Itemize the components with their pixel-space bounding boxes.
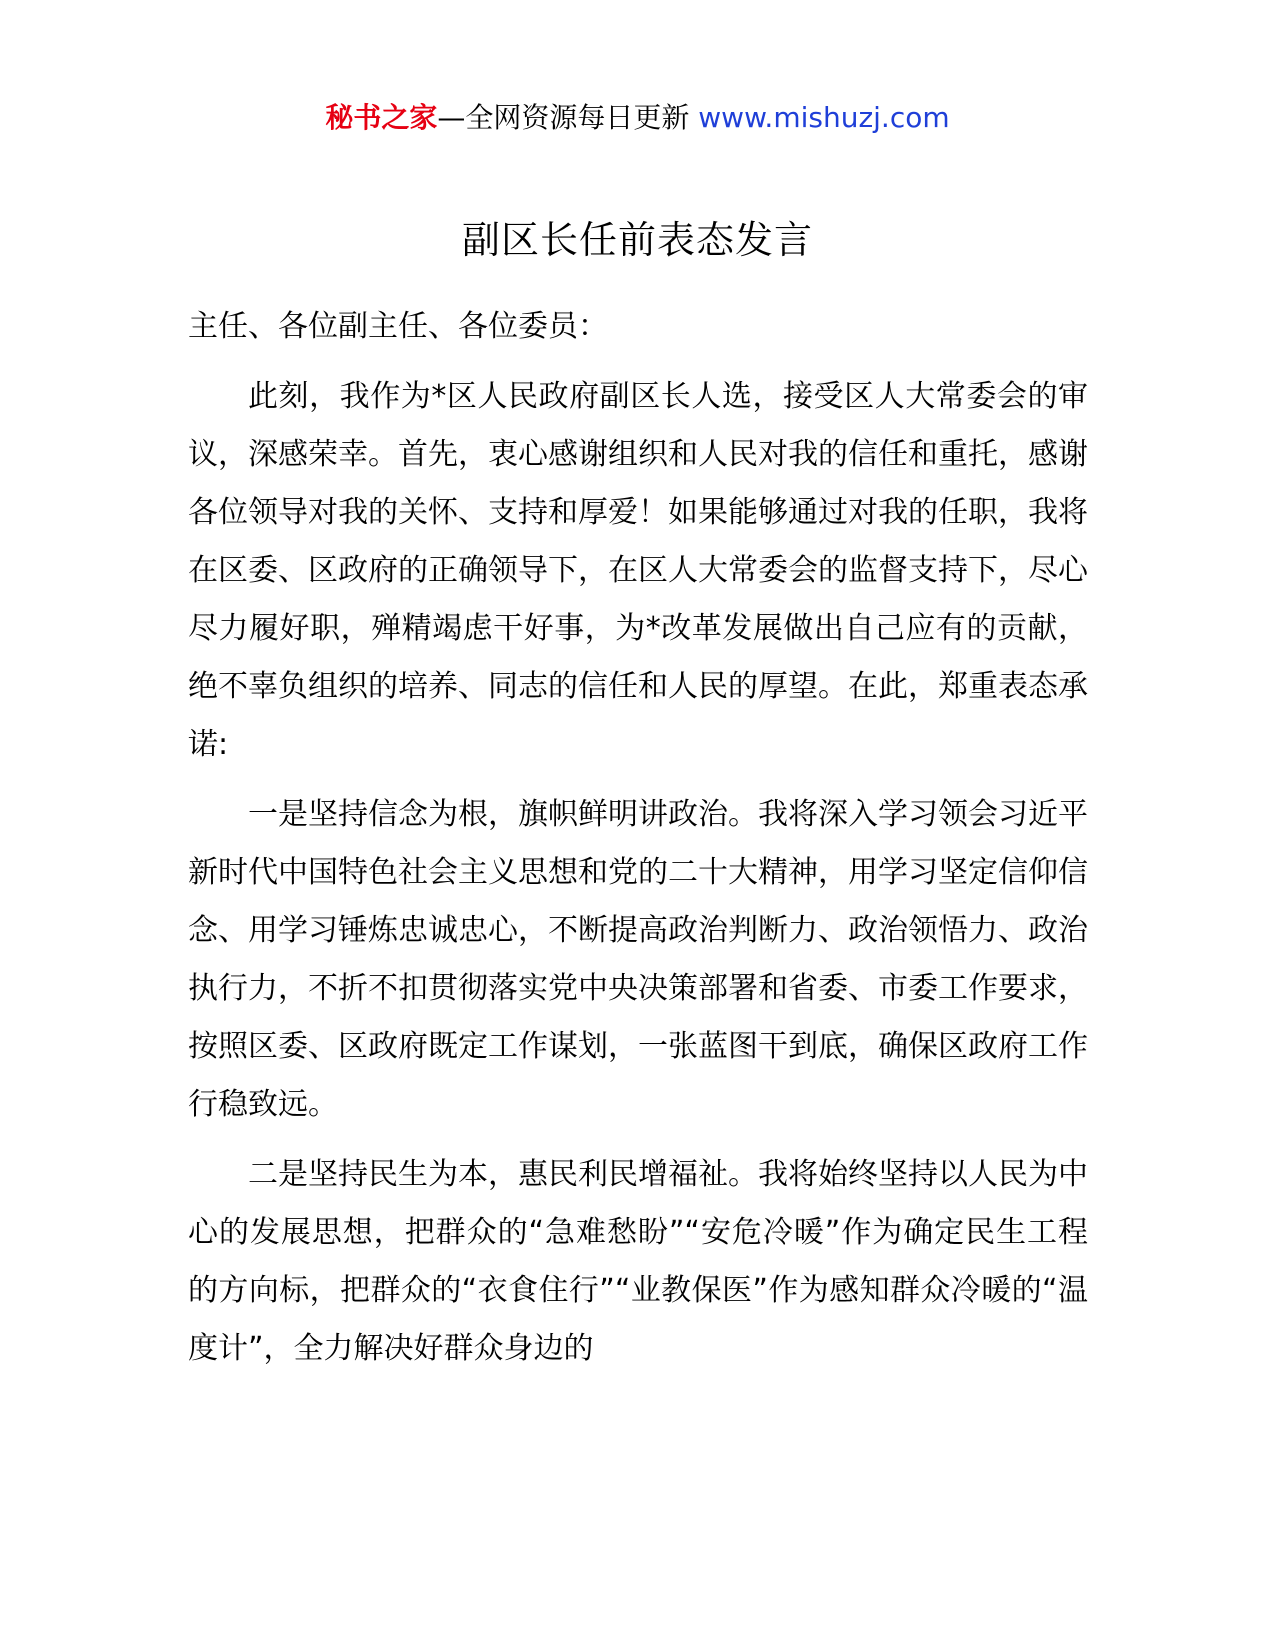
- site-url-link[interactable]: www.mishuzj.com: [698, 101, 950, 134]
- salutation: 主任、各位副主任、各位委员：: [188, 309, 608, 344]
- paragraph-3: 二是坚持民生为本，惠民利民增福祉。我将始终坚持以人民为中心的发展思想，把群众的“急难愁盼”“安危冷暖”作为确定民生工程的方向标，把群众的“衣食住行”“业教保医”作为感知群众冷暖的“温度计”，全力解决好群众身边的: [188, 1157, 1088, 1366]
- paragraph-2: 一是坚持信念为根，旗帜鲜明讲政治。我将深入学习领会习近平新时代中国特色社会主义思想和党的二十大精神，用学习坚定信仰信念、用学习锤炼忠诚忠心，不断提高政治判断力、政治领悟力、政治执行力，不折不扣贯彻落实党中央决策部署和省委、市委工作要求，按照区委、区政府既定工作谋划，一张蓝图干到底，确保区政府工作行稳致远。: [188, 797, 1088, 1122]
- header-tagline: —全网资源每日更新: [437, 101, 699, 134]
- document-title: 副区长任前表态发言: [461, 218, 813, 262]
- site-header: [0, 96, 1275, 140]
- document-body: [188, 298, 1088, 1390]
- paragraph-1: 此刻，我作为*区人民政府副区长人选，接受区人大常委会的审议，深感荣幸。首先，衷心感谢组织和人民对我的信任和重托，感谢各位领导对我的关怀、支持和厚爱！如果能够通过对我的任职，我将在区委、区政府的正确领导下，在区人大常委会的监督支持下，尽心尽力履好职，殚精竭虑干好事，为*改革发展做出自己应有的贡献，绝不辜负组织的培养、同志的信任和人民的厚望。在此，郑重表态承诺:: [188, 379, 1088, 762]
- brand-name: 秘书之家: [325, 101, 438, 134]
